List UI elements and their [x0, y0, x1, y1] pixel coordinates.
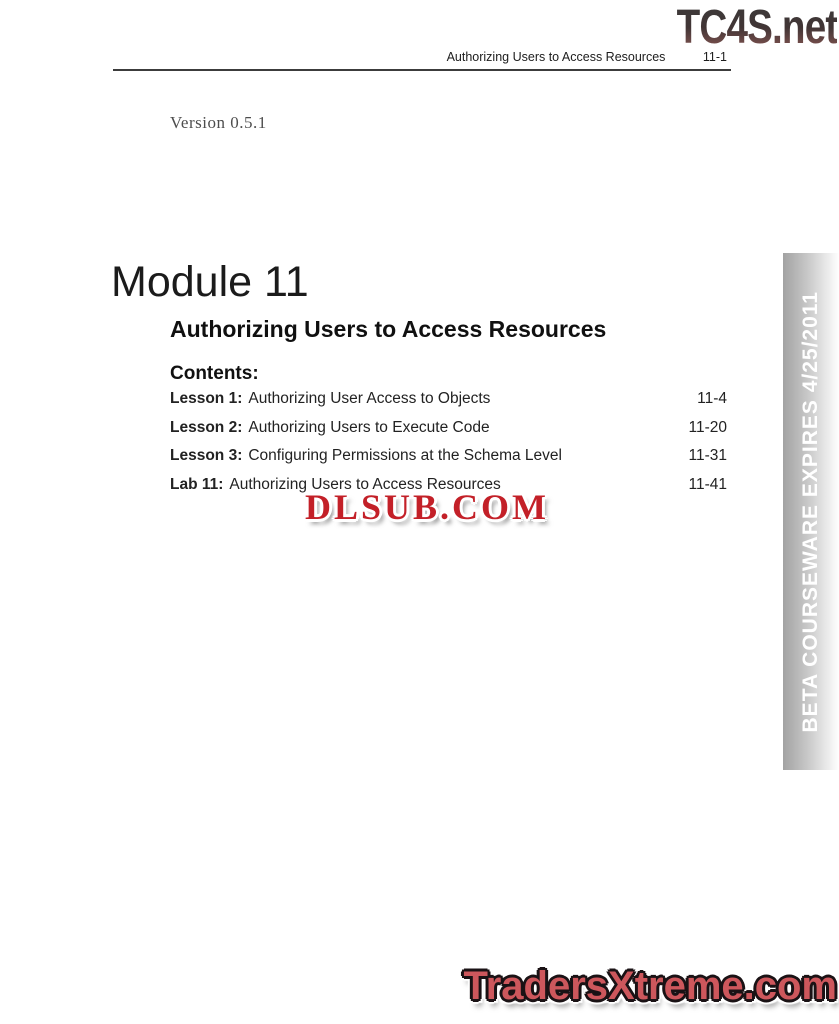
toc-label: Lesson 3:: [170, 447, 243, 464]
running-header-title: Authorizing Users to Access Resources: [446, 50, 666, 64]
toc-row-lesson-3: [170, 447, 727, 476]
version-label: Version 0.5.1: [170, 113, 267, 132]
toc-label: Lab 11:: [170, 475, 224, 493]
module-title: Module 11: [111, 258, 309, 306]
module-subtitle: Authorizing Users to Access Resources: [170, 316, 607, 342]
dlsub-watermark: DLSUB.COM: [304, 487, 550, 527]
toc-title: Authorizing Users to Execute Code: [248, 418, 490, 436]
toc-row-lesson-2: [170, 419, 727, 448]
toc-page-number: 11-41: [688, 475, 727, 493]
toc-page-number: 11-20: [688, 418, 727, 436]
toc-label: Lesson 1:: [170, 390, 243, 407]
toc-row-lesson-1: [170, 390, 727, 419]
contents-heading: Contents:: [170, 363, 259, 384]
running-header: [113, 50, 731, 71]
beta-courseware-banner-text: BETA COURSEWARE EXPIRES 4/25/2011: [799, 290, 822, 733]
tradersxtreme-watermark: TradersXtreme.com: [463, 964, 837, 1008]
toc-title: Authorizing Users to Access Resources: [229, 475, 501, 493]
beta-courseware-banner: [783, 253, 839, 770]
running-header-page-number: 11-1: [702, 50, 727, 64]
toc-title: Configuring Permissions at the Schema Level: [248, 447, 562, 464]
toc-page-number: 11-4: [697, 390, 727, 407]
toc-label: Lesson 2:: [170, 418, 243, 436]
toc-page-number: 11-31: [688, 447, 727, 464]
toc-title: Authorizing User Access to Objects: [248, 390, 491, 407]
tc4s-logo-watermark: TC4S.net: [676, 0, 837, 54]
